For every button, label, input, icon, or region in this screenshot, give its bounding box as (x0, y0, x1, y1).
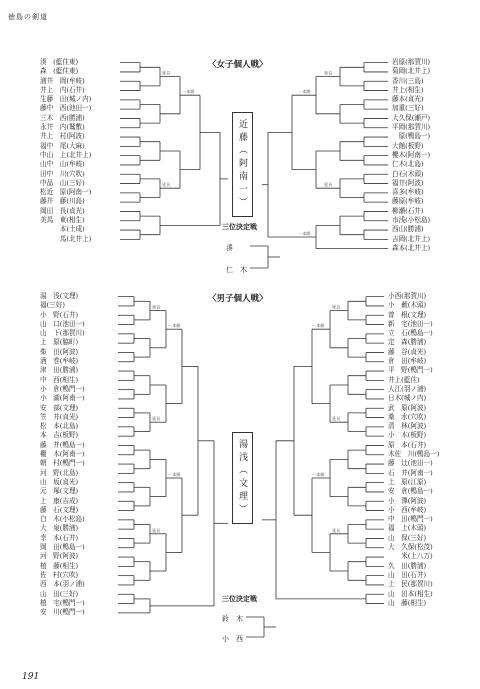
entrant-name: 田中 川(穴吹) (40, 169, 85, 178)
result-label: 延長 (324, 70, 333, 76)
entrant-name: 井上(相生) (392, 85, 424, 94)
entrant-name: 藤 井(鴨島一) (40, 440, 85, 449)
result-label: 一本勝 (312, 323, 325, 329)
entrant-name: 山 保(三好) (388, 533, 427, 542)
entrant-name: 大 久保(松茂) (388, 543, 433, 552)
entrant-name: 浦井 岡(牟岐) (40, 76, 85, 85)
entrant-name: 元 塚(文理) (40, 487, 79, 496)
entrant-name: 立 石(鴨島一) (388, 329, 433, 338)
entrant-name: 安 部(文理) (40, 403, 79, 412)
result-label: 一本勝 (298, 231, 311, 237)
entrant-name: 中 西(相生) (40, 375, 79, 384)
entrant-name: 三木 西(勝浦) (40, 113, 85, 122)
result-label: 延長 (332, 527, 341, 533)
result-label: 延長 (324, 182, 333, 188)
entrant-name: 桑 水(穴吹) (388, 412, 427, 421)
entrant-name: 原 本(石井) (388, 440, 427, 449)
entrant-name: 津 田(勝浦) (40, 366, 79, 375)
entrant-name: 中品 山(三好) (40, 178, 85, 187)
entrant-name: 原(鴨島一) (392, 132, 431, 141)
entrant-name: 岡 田(鴨島一) (40, 543, 85, 552)
result-label: 延長 (332, 304, 341, 310)
entrant-name: 日木(城ノ内) (388, 394, 427, 403)
entrant-name: 山 下(那賀川) (40, 329, 85, 338)
entrant-name: 佐 村(穴吹) (40, 570, 79, 579)
entrant-name: 柴 田(阿波) (40, 347, 79, 356)
entrant-name: 白石(木頭) (392, 169, 424, 178)
entrant-name: 米(上八万) (388, 552, 433, 561)
entrant-name: 山 田(石井) (388, 570, 427, 579)
entrant-name: 安 川(鴨門一) (40, 608, 85, 617)
entrant-name: 曾 根(文理) (388, 310, 427, 319)
entrant-name: 幸 木(石井) (40, 533, 79, 542)
entrant-name: 上 原(江原) (388, 477, 427, 486)
entrant-name: 山 田本(相生) (388, 589, 433, 598)
entrant-name: 大 泉(勝浦) (40, 524, 79, 533)
result-label: 延長 (162, 182, 171, 188)
entrant-name: 櫻木(阿南一) (392, 150, 431, 159)
entrant-name: 上 民(那賀川) (388, 580, 433, 589)
entrant-name: 中 田(鴨門一) (388, 515, 433, 524)
result-label: 一本勝 (168, 472, 181, 477)
entrant-name: 木佐 川(鴨島一) (388, 450, 440, 459)
entrant-name: 美馬 東(相生) (40, 216, 85, 225)
entrant-name: 山 藤(相生) (388, 598, 427, 607)
entrant-name: 香川(三島) (392, 76, 424, 85)
entrant-name: 福 上(木頭) (388, 524, 427, 533)
entrant-name: 酒 巻(牟岐) (40, 357, 79, 366)
entrant-name: 加重(三好) (392, 104, 424, 113)
entrant-name: 山 田(三好) (40, 589, 79, 598)
entrant-name: 植 藤(相生) (40, 561, 79, 570)
entrant-name: 山 坂(貞光) (40, 477, 79, 486)
entrant-name: 平 野(鴨門一) (388, 366, 433, 375)
entrant-name: 西山(勝浦) (392, 225, 424, 234)
entrant-name: 石 井(阿南一) (388, 468, 433, 477)
women-third-place-b: 仁 木 (226, 266, 247, 274)
entrant-name: 藤原(牟岐) (392, 197, 424, 206)
entrant-name: 武 原(阿波) (388, 403, 427, 412)
entrant-name: 生藤 田(城ノ内) (40, 95, 92, 104)
entrant-name: 藤 谷(貞光) (388, 347, 427, 356)
women-third-place-title: 三位決定戦 (222, 222, 257, 231)
entrant-name: 岡田 長(貞光) (40, 206, 85, 215)
entrant-name: 菊岡(北井上) (392, 67, 431, 76)
entrant-name: 小 木(板野) (388, 431, 427, 440)
entrant-name: 白 木(小松島) (40, 515, 85, 524)
entrant-name: 松 本(北島) (40, 422, 79, 431)
entrant-name: 安 倉(鴨島一) (388, 487, 433, 496)
result-label: 延長 (152, 527, 161, 533)
entrant-name: 河 野(北島) (40, 468, 79, 477)
men-champion: 湯浅（文理） (232, 432, 253, 524)
entrant-name: 吉岡(北井上) (392, 234, 431, 243)
entrant-name: 朝 村(鴨門一) (40, 459, 85, 468)
entrant-name: 井上 内(石井) (40, 85, 85, 94)
entrant-name: 本 吉(板野) (40, 431, 79, 440)
entrant-name: 岩原(那賀川) (392, 58, 431, 66)
entrant-name: 小 倉(鴨門一) (40, 384, 85, 393)
entrant-name: 森本(北井上) (392, 243, 431, 252)
entrant-name: 藤本(貞光) (392, 95, 424, 104)
entrant-name: 小 澤(阿波) (388, 496, 427, 505)
men-section-title: 〈男子個人戦〉 (208, 294, 268, 304)
entrant-name: 井上 村(阿波) (40, 132, 85, 141)
running-header: 徳島の剣道 (8, 13, 48, 21)
entrant-name: 中山 上(北井上) (40, 150, 92, 159)
result-label: 延長 (152, 304, 161, 310)
entrant-name: 上 康(吉成) (40, 496, 79, 505)
entrant-name: 棚 木(阿南一) (40, 450, 85, 459)
entrant-name: 小 藪(木頭) (388, 301, 427, 310)
entrant-name: 福(三好) (40, 301, 65, 310)
men-third-place-b: 小 西 (222, 635, 243, 643)
entrant-name: 小西(那賀川) (388, 292, 427, 300)
entrant-name: 河 野(阿波) (40, 552, 79, 561)
entrant-name: 福井(阿波) (392, 178, 424, 187)
entrant-name: 柳瀬(石井) (392, 206, 424, 215)
entrant-name: 上 原(脇町) (40, 338, 79, 347)
men-third-place-title: 三位決定戦 (222, 594, 257, 603)
women-section-title: 〈女子個人戦〉 (208, 60, 268, 70)
entrant-name: 小 湖(阿南一) (40, 394, 85, 403)
men-third-place-a: 鈴 木 (222, 615, 243, 623)
result-label: 延長 (332, 416, 341, 422)
entrant-name: 藤 石(文理) (40, 505, 79, 514)
entrant-name: 永井 内(鷲敷) (40, 123, 85, 132)
entrant-name: 倉 田(牟岐) (388, 357, 427, 366)
entrant-name: 森 (藍住東) (40, 67, 79, 76)
entrant-name: 小 野(石井) (40, 310, 79, 319)
result-label: 一本勝 (182, 89, 195, 95)
result-label: 一本勝 (298, 89, 311, 95)
entrant-name: 市浅(小松島) (392, 216, 431, 225)
entrant-name: 大久保(瀬戸) (392, 113, 431, 122)
entrant-name: 植 宅(鴨門一) (40, 598, 85, 607)
entrant-name: 湊 (藍住東) (40, 58, 79, 66)
entrant-name: 福中 尾(大麻) (40, 141, 85, 150)
result-label: 一本勝 (168, 323, 181, 329)
entrant-name: 笠 井(貞光) (40, 412, 79, 421)
entrant-name: 本(土成) (40, 225, 85, 234)
entrant-name: 久 田(勝浦) (388, 561, 427, 570)
entrant-name: 山 口(池田一) (40, 319, 85, 328)
result-label: 延長 (152, 416, 161, 422)
entrant-name: 大館(板野) (392, 141, 424, 150)
women-third-place-a: 湊 (226, 244, 233, 252)
result-label: 一本勝 (312, 472, 325, 477)
entrant-name: 馬(北井上) (40, 234, 92, 243)
entrant-name: 喜多(牟岐) (392, 188, 424, 197)
entrant-name: 藤 辻(池田一) (388, 459, 433, 468)
entrant-name: 湯 浅(文理) (40, 292, 79, 300)
entrant-name: 山中 山(牟岐) (40, 160, 85, 169)
entrant-name: 藤井 藤(川島) (40, 197, 85, 206)
page-number: 191 (22, 672, 40, 682)
result-label: 延長 (162, 70, 171, 76)
entrant-name: 松近 原(阿南一) (40, 188, 92, 197)
entrant-name: 井上(藍住) (388, 375, 420, 384)
entrant-name: 人江(羽ノ浦) (388, 384, 427, 393)
entrant-name: 藤中 西(池田一) (40, 104, 92, 113)
entrant-name: 新 宅(池田一) (388, 319, 433, 328)
entrant-name: 小 西(牟岐) (388, 505, 427, 514)
women-champion: 近藤（阿南一） (232, 112, 253, 217)
entrant-name: 仁木(北島) (392, 160, 424, 169)
entrant-name: 平岡(那賀川) (392, 123, 431, 132)
entrant-name: 西 本(羽ノ浦) (40, 580, 85, 589)
entrant-name: 定 森(勝浦) (388, 338, 427, 347)
entrant-name: 清 林(阿波) (388, 422, 427, 431)
